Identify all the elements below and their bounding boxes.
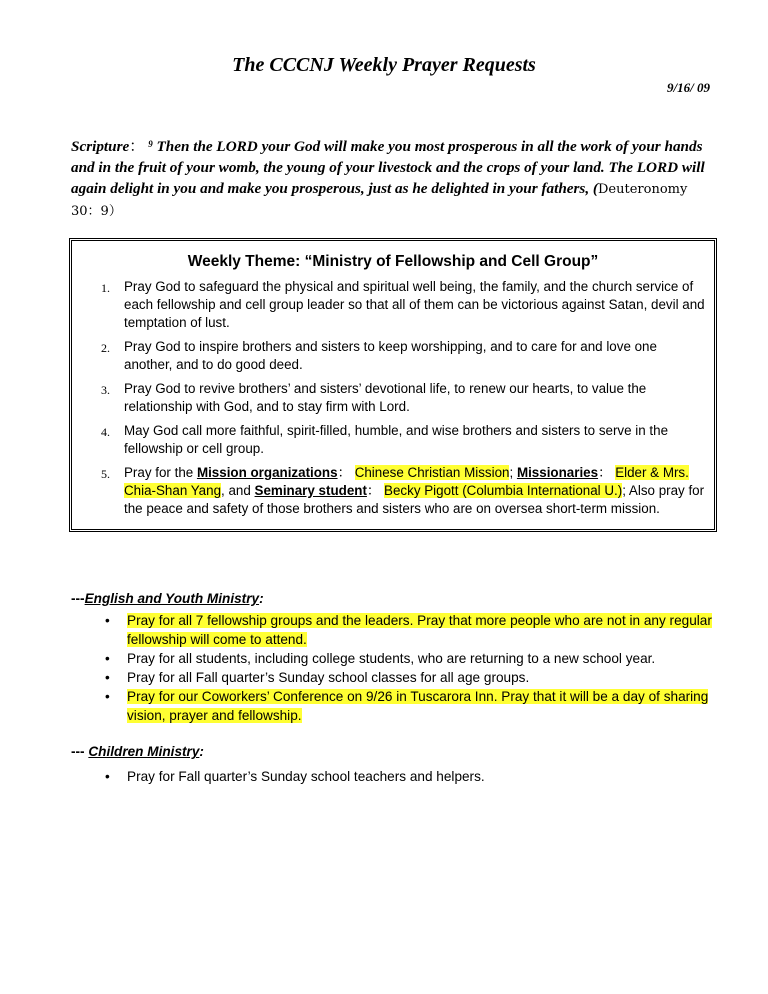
list-item bbox=[103, 767, 718, 786]
item-text: ; bbox=[509, 465, 517, 480]
mission-organization-name: Chinese Christian Mission bbox=[354, 465, 510, 480]
bullet-icon: • bbox=[105, 613, 110, 628]
item-text: Pray for all students, including college students, who are returning to a new school year. bbox=[127, 651, 656, 666]
item-number: 4. bbox=[101, 425, 110, 439]
item-text: May God call more faithful, spirit-filled, humble, and wise brothers and sisters to serve in the fellowship or cell group. bbox=[124, 423, 669, 456]
children-ministry-heading bbox=[71, 744, 204, 759]
scripture-label: Scripture bbox=[71, 138, 130, 155]
item-text: Pray God to safeguard the physical and spiritual well being, the family, and the church service of each fellowship and cell group leader so that all of them can be victorious against Satan, devil and temptation of lust. bbox=[124, 279, 705, 330]
scripture-colon: ： bbox=[129, 138, 145, 155]
mission-organizations-label: Mission organizations bbox=[196, 465, 338, 480]
ministry-name: English and Youth Ministry bbox=[84, 591, 260, 606]
item-text: Pray for all 7 fellowship groups and the leaders. Pray that more people who are not in any regular fellowship will come to attend. bbox=[127, 613, 712, 647]
bullet-icon: • bbox=[105, 769, 110, 784]
bullet-icon: • bbox=[105, 670, 110, 685]
item-text: Pray for the bbox=[124, 465, 197, 480]
list-item bbox=[96, 380, 708, 416]
missionaries-label: Missionaries bbox=[516, 465, 599, 480]
item-number: 2. bbox=[101, 341, 110, 355]
list-item bbox=[103, 611, 718, 649]
weekly-theme-box bbox=[69, 238, 717, 532]
english-youth-list bbox=[103, 611, 718, 725]
seminary-student-name: Becky Pigott (Columbia International U.) bbox=[384, 483, 623, 498]
list-item bbox=[96, 338, 708, 374]
verse-number: 9 bbox=[148, 139, 153, 149]
seminary-student-label: Seminary student bbox=[254, 483, 367, 498]
list-item bbox=[103, 668, 718, 687]
item-text: Pray for all Fall quarter’s Sunday school classes for all age groups. bbox=[127, 670, 530, 685]
bullet-icon: • bbox=[105, 651, 110, 666]
heading-suffix: : bbox=[199, 744, 204, 759]
list-item bbox=[96, 278, 708, 332]
list-item bbox=[96, 464, 708, 518]
scripture-passage bbox=[71, 136, 711, 222]
separator: ： bbox=[337, 465, 355, 480]
item-text: , and bbox=[221, 483, 255, 498]
list-item bbox=[103, 649, 718, 668]
item-text: ; Also pray for the peace and safety of those brothers and sisters who are on oversea short-term mission. bbox=[124, 483, 705, 516]
english-youth-heading bbox=[71, 591, 264, 606]
missionaries-names: Elder & Mrs. Chia-Shan Yang bbox=[124, 465, 689, 498]
list-item bbox=[103, 687, 718, 725]
heading-suffix: : bbox=[259, 591, 264, 606]
heading-prefix: --- bbox=[71, 744, 89, 759]
bullet-icon: • bbox=[105, 689, 110, 704]
weekly-theme-title: Weekly Theme: “Ministry of Fellowship and Cell Group” bbox=[187, 253, 599, 270]
heading-prefix: --- bbox=[71, 591, 85, 606]
separator: ： bbox=[366, 483, 385, 498]
document-title: The CCCNJ Weekly Prayer Requests bbox=[232, 54, 536, 76]
item-number: 1. bbox=[101, 281, 110, 295]
item-number: 5. bbox=[101, 467, 110, 481]
item-text: Pray God to revive brothers’ and sisters’ devotional life, to renew our hearts, to value the relationship with God, and to stay firm with Lord. bbox=[124, 381, 647, 414]
theme-prayer-list bbox=[96, 278, 708, 524]
separator: ： bbox=[598, 465, 616, 480]
item-text: Pray for our Coworkers’ Conference on 9/26 in Tuscarora Inn. Pray that it will be a day of sharing vision, prayer and fellowship. bbox=[127, 689, 709, 723]
item-text: Pray God to inspire brothers and sisters to keep worshipping, and to care for and love one another, and to do good deed. bbox=[124, 339, 657, 372]
children-ministry-list bbox=[103, 767, 718, 786]
scripture-text: Then the LORD your God will make you most prosperous in all the work of your hands and in the fruit of your womb, the young of your livestock and the crops of your land. The LORD will again delight in you and make you prosperous, just as he delighted in your fathers, ( bbox=[71, 138, 705, 197]
item-text: Pray for Fall quarter’s Sunday school teachers and helpers. bbox=[127, 769, 485, 784]
ministry-name: Children Ministry bbox=[88, 744, 200, 759]
document-date: 9/16/ 09 bbox=[667, 80, 710, 95]
list-item bbox=[96, 422, 708, 458]
scripture-reference: Deuteronomy 30：9） bbox=[71, 182, 701, 219]
item-number: 3. bbox=[101, 383, 110, 397]
